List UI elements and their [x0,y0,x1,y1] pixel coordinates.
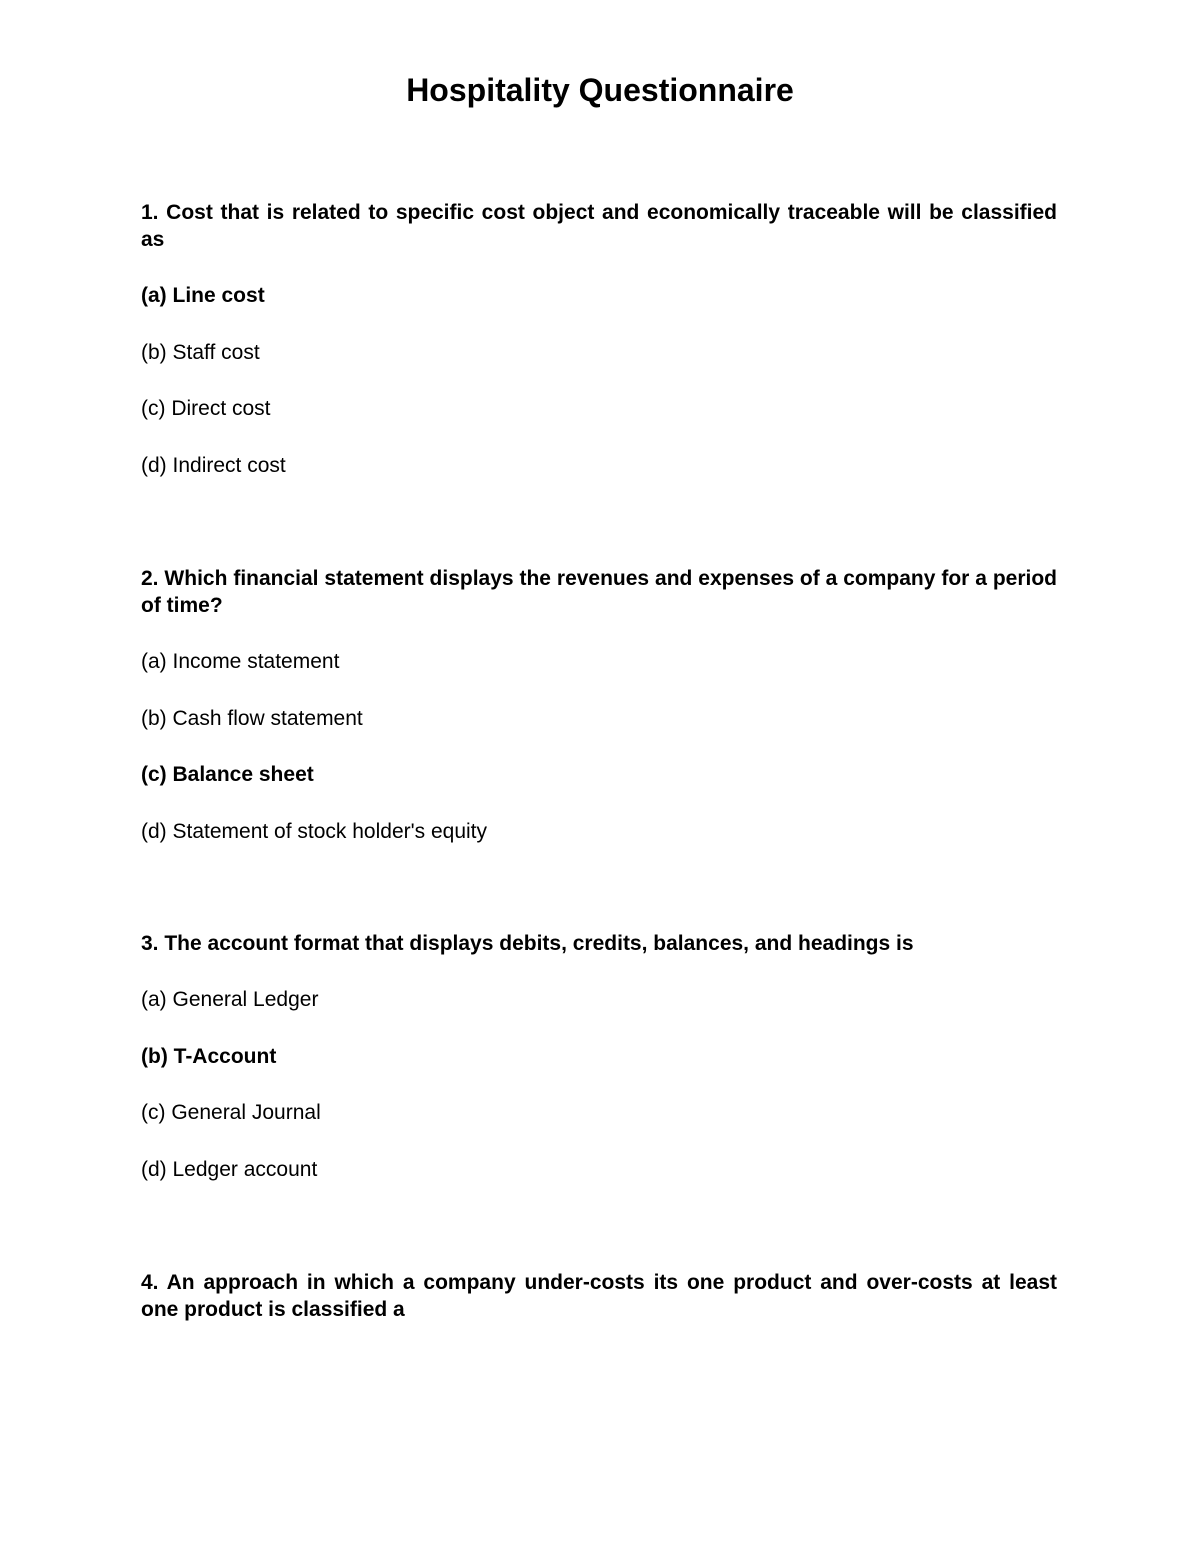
option-a: (a) Income statement [141,650,340,673]
option-d: (d) Indirect cost [141,453,286,477]
option-c: (c) Balance sheet [141,763,314,786]
question-text: 4. An approach in which a company under-costs its one product and over-costs at least one product is classified a [141,1271,1057,1321]
question-text: 1. Cost that is related to specific cost object and economically traceable will be classified as [141,201,1057,251]
option-c: (c) Direct cost [141,397,271,420]
option-a: (a) General Ledger [141,988,319,1011]
question-3 [141,930,1057,1212]
option-list [141,986,1057,1183]
question-text: 3. The account format that displays debits, credits, balances, and headings is [141,932,914,955]
question-1 [141,199,1057,508]
option-b: (b) Staff cost [141,340,260,364]
option-d: (d) Statement of stock holder's equity [141,819,488,843]
option-c: (c) General Journal [141,1101,321,1124]
option-b: (b) T-Account [141,1044,277,1068]
option-a: (a) Line cost [141,284,265,307]
question-text: 2. Which financial statement displays the revenues and expenses of a company for a period of time? [141,567,1057,617]
question-4 [141,1269,1057,1352]
option-list [141,282,1057,479]
page-title: Hospitality Questionnaire [406,72,794,108]
option-list [141,648,1057,845]
option-b: (b) Cash flow statement [141,706,363,730]
question-2 [141,565,1057,874]
option-d: (d) Ledger account [141,1157,318,1181]
